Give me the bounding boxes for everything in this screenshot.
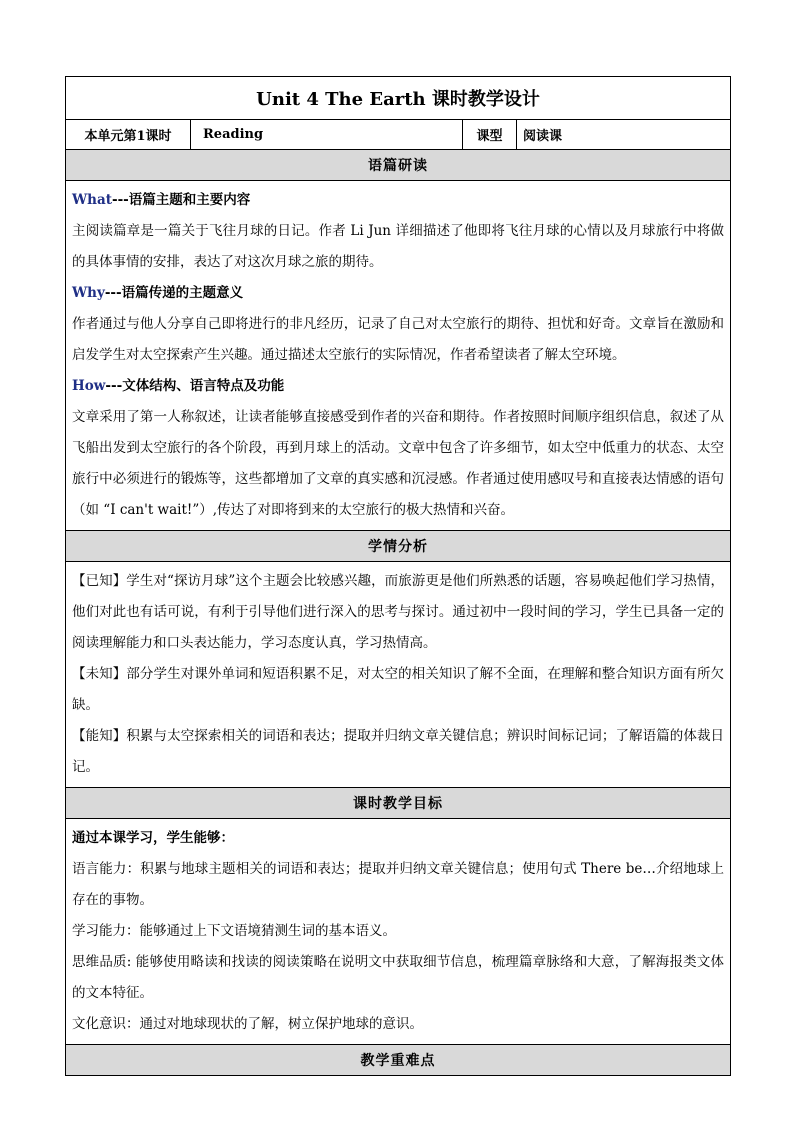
how-body: 文章采用了第一人称叙述，让读者能够直接感受到作者的兴奋和期待。作者按照时间顺序组织信息，叙述了从飞船出发到太空旅行的各个阶段，再到月球上的活动。文章中包含了许多细节，如太空中低重力的状态、太空旅行中必须进行的锻炼等，这些都增加了文章的真实感和沉浸感。作者通过使用感叹号和直接表达情感的语句（如 “I can't wait!”）,传达了对即将到来的太空旅行的极大热情和兴奋。: [72, 409, 725, 518]
what-body: 主阅读篇章是一篇关于飞往月球的日记。作者 Li Jun 详细描述了他即将飞往月球的心情以及月球旅行中将做的具体事情的安排，表达了对这次月球之旅的期待。: [72, 223, 725, 270]
objectives-content: [66, 819, 731, 1045]
section-heading-objectives: 课时教学目标: [66, 788, 731, 819]
lesson-info-row: [66, 120, 731, 150]
lesson-label: 本单元第1课时: [66, 120, 191, 150]
objective-item: 语言能力：积累与地球主题相关的词语和表达；提取并归纳文章关键信息；使用句式 There be…介绍地球上存在的事物。: [72, 861, 725, 908]
objectives-lead: 通过本课学习，学生能够：: [72, 830, 234, 846]
page-title: Unit 4 The Earth 课时教学设计: [66, 77, 731, 120]
what-heading: [72, 185, 724, 216]
how-subtitle: ---文体结构、语言特点及功能: [105, 378, 285, 394]
why-body: 作者通过与他人分享自己即将进行的非凡经历，记录了自己对太空旅行的期待、担忧和好奇。文章旨在激励和启发学生对太空探索产生兴趣。通过描述太空旅行的实际情况，作者希望读者了解太空环境。: [72, 316, 725, 363]
lesson-plan-table: [65, 76, 731, 1076]
learner-analysis-content: [66, 562, 731, 788]
objective-item: 学习能力：能够通过上下文语境猜测生词的基本语义。: [72, 923, 396, 939]
what-key: What: [72, 192, 112, 208]
why-heading: [72, 278, 724, 309]
known-paragraph: 【已知】学生对“探访月球”这个主题会比较感兴趣，而旅游更是他们所熟悉的话题，容易唤起他们学习热情，他们对此也有话可说，有利于引导他们进行深入的思考与探讨。通过初中一段时间的学习，学生已具备一定的阅读理解能力和口头表达能力，学习态度认真，学习热情高。: [72, 573, 725, 651]
why-subtitle: ---语篇传递的主题意义: [104, 285, 244, 301]
objective-item: 文化意识：通过对地球现状的了解，树立保护地球的意识。: [72, 1016, 423, 1032]
section-heading-key-points: 教学重难点: [66, 1045, 731, 1076]
text-study-content: [66, 181, 731, 531]
how-key: How: [72, 378, 106, 394]
objective-item: 思维品质: 能够使用略读和找读的阅读策略在说明文中获取细节信息，梳理篇章脉络和大意，了解海报类文体的文本特征。: [72, 954, 725, 1001]
why-key: Why: [72, 285, 105, 301]
section-heading-text-study: 语篇研读: [66, 150, 731, 181]
what-subtitle: ---语篇主题和主要内容: [111, 192, 251, 208]
type-label: 课型: [463, 120, 517, 150]
type-value: 阅读课: [517, 120, 731, 150]
section-heading-learner-analysis: 学情分析: [66, 531, 731, 562]
unknown-paragraph: 【未知】部分学生对课外单词和短语积累不足，对太空的相关知识了解不全面，在理解和整合知识方面有所欠缺。: [72, 666, 725, 713]
lesson-value: Reading: [191, 120, 463, 150]
able-paragraph: 【能知】积累与太空探索相关的词语和表达；提取并归纳文章关键信息；辨识时间标记词；了解语篇的体裁日记。: [72, 728, 725, 775]
how-heading: [72, 371, 724, 402]
